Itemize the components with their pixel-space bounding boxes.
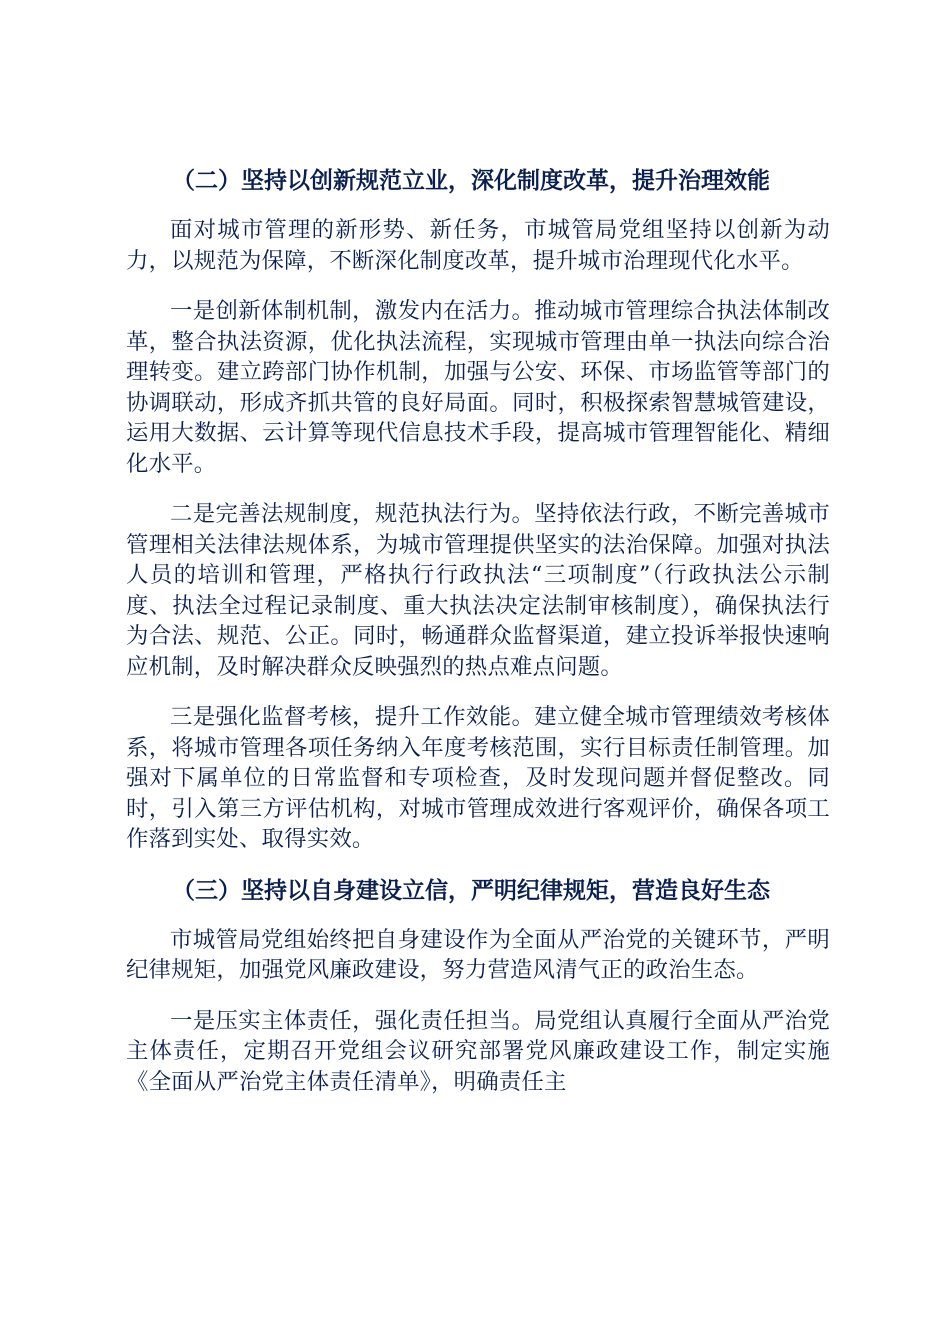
- paragraph-intro-2: 面对城市管理的新形势、新任务，市城管局党组坚持以创新为动力，以规范为保障，不断深化制度改革，提升城市治理现代化水平。: [126, 217, 830, 274]
- document-page: [126, 165, 830, 1117]
- section-heading-2: （二）坚持以创新规范立业，深化制度改革，提升治理效能: [172, 168, 770, 194]
- paragraph-point-3-1: 一是压实主体责任，强化责任担当。局党组认真履行全面从严治党主体责任，定期召开党组会议研究部署党风廉政建设工作，制定实施《全面从严治党主体责任清单》，明确责任主: [126, 1007, 830, 1095]
- section-heading-3: （三）坚持以自身建设立信，严明纪律规矩，营造良好生态: [172, 877, 770, 904]
- paragraph-point-3: 三是强化监督考核，提升工作效能。建立健全城市管理绩效考核体系，将城市管理各项任务纳入年度考核范围，实行目标责任制管理。加强对下属单位的日常监督和专项检查，及时发现问题并督促整改。同时，引入第三方评估机构，对城市管理成效进行客观评价，确保各项工作落到实处、取得实效。: [126, 704, 830, 852]
- paragraph-point-2: 二是完善法规制度，规范执法行为。坚持依法行政，不断完善城市管理相关法律法规体系，为城市管理提供坚实的法治保障。加强对执法人员的培训和管理，严格执行行政执法“三项制度”（行政执法公示制度、执法全过程记录制度、重大执法决定法制审核制度），确保执法行为合法、规范、公正。同时，畅通群众监督渠道，建立投诉举报快速响应机制，及时解决群众反映强烈的热点难点问题。: [126, 501, 830, 680]
- paragraph-point-1: 一是创新体制机制，激发内在活力。推动城市管理综合执法体制改革，整合执法资源，优化执法流程，实现城市管理由单一执法向综合治理转变。建立跨部门协作机制，加强与公安、环保、市场监管等部门的协调联动，形成齐抓共管的良好局面。同时，积极探索智慧城管建设，运用大数据、云计算等现代信息技术手段，提高城市管理智能化、精细化水平。: [126, 298, 830, 477]
- paragraph-intro-3: 市城管局党组始终把自身建设作为全面从严治党的关键环节，严明纪律规矩，加强党风廉政建设，努力营造风清气正的政治生态。: [126, 926, 830, 983]
